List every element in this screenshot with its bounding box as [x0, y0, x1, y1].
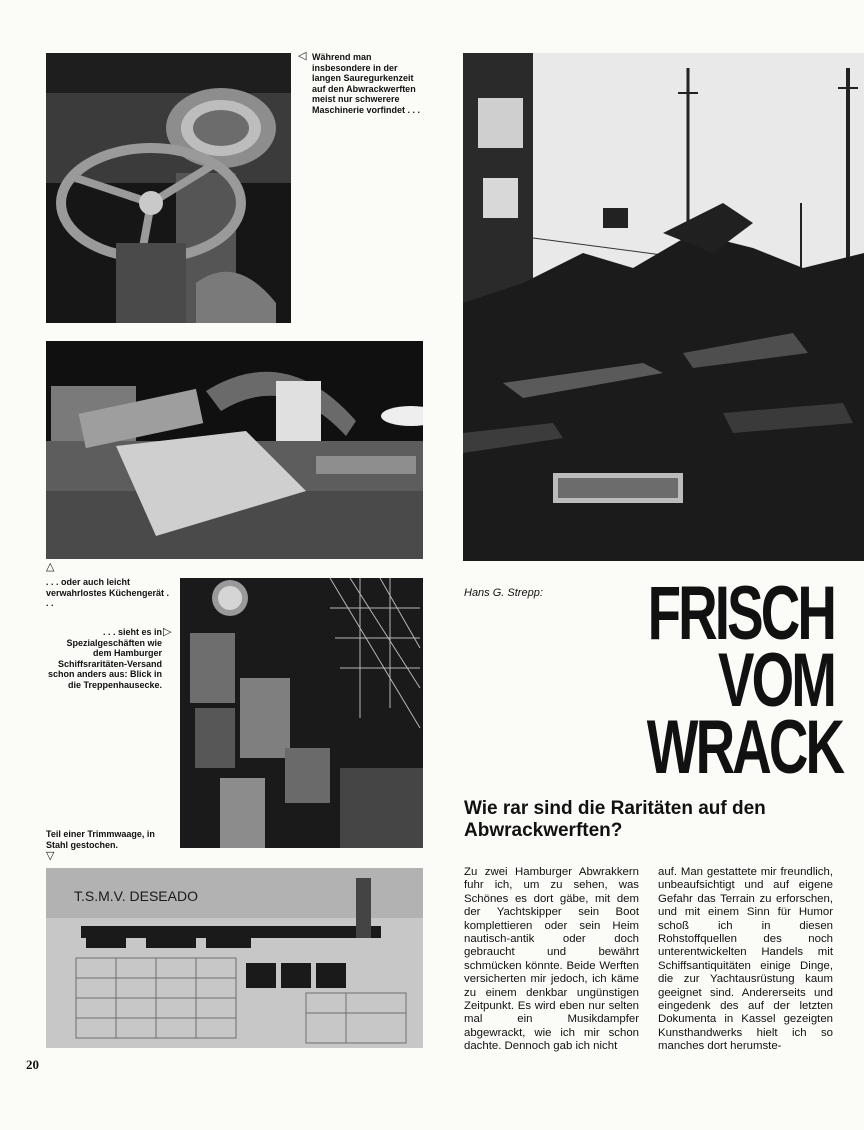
up-arrow-marker: △	[46, 561, 55, 573]
caption-trim-scale: Teil einer Trimmwaage, in Stahl gestochen.	[46, 829, 155, 850]
caption-shop: . . . sieht es in Spezialgeschäften wie dem Hamburger Schiffsraritäten-Versand schon anders aus: Blick in die Treppenhausecke.	[47, 627, 162, 690]
caption-kitchen: . . . oder auch leicht verwahrlostes Küchengerät . . .	[46, 577, 170, 608]
ship-name-label: T.S.M.V. DESEADO	[74, 888, 198, 904]
body-text-column-1: Zu zwei Hamburger Abwrakkern fuhr ich, um zu sehen, was Schönes es dort gäbe, mit dem der Yachtskipper sein Boot komplettieren oder sein Heim nautisch-antik oder doch gebraucht und bewährt schmücken könnte. Beide Werften versicherten mir jedoch, ich käme zu einem denkbar ungünstigen Zeitpunkt. Es wird eben nur selten mal ein Musikdampfer abgewrackt, wie ich mir schon dachte. Dennoch gab ich nicht	[464, 866, 639, 1053]
left-arrow-marker: ◁	[298, 50, 307, 62]
subheadline: Wie rar sind die Raritäten auf den Abwrackwerften?	[464, 798, 766, 841]
photo-scrapyard-wreck	[463, 53, 864, 561]
photo-shop-interior	[180, 578, 423, 848]
page-number: 20	[26, 1057, 39, 1072]
photo-trim-scale	[46, 868, 423, 1048]
headline-line-3: WRACK	[646, 705, 843, 790]
right-arrow-marker: ▷	[163, 626, 172, 638]
headline	[646, 571, 843, 790]
caption-machinery: Während man insbesondere in der langen Sauregurkenzeit auf den Abwrackwerften meist nur schwerere Maschinerie vorfindet . . .	[312, 52, 421, 115]
headline-line-2: VOM	[717, 638, 834, 723]
photo-steering-wheel	[46, 53, 291, 323]
down-arrow-marker: ▽	[46, 850, 55, 862]
body-text-column-2: auf. Man gestattete mir freundlich, unbeaufsichtigt und auf eigene Gefahr das Terrain zu erforschen, und mit einem Sinn für Humor schoß ich in diesen Rohstoffquellen des noch unterentwickelten Handels mit Schiffsantiquitäten einige Dinge, die zur Yachtausrüstung kaum geeignet sind. Andererseits und eingedenk des auf der letzten Dokumenta in Kassel gezeigten Kunsthandwerks hielt ich so manches dort herumste-	[658, 866, 833, 1053]
photo-kitchen-utensil	[46, 341, 423, 559]
headline-line-1: FRISCH	[647, 571, 834, 656]
author-byline: Hans G. Strepp:	[464, 587, 543, 599]
